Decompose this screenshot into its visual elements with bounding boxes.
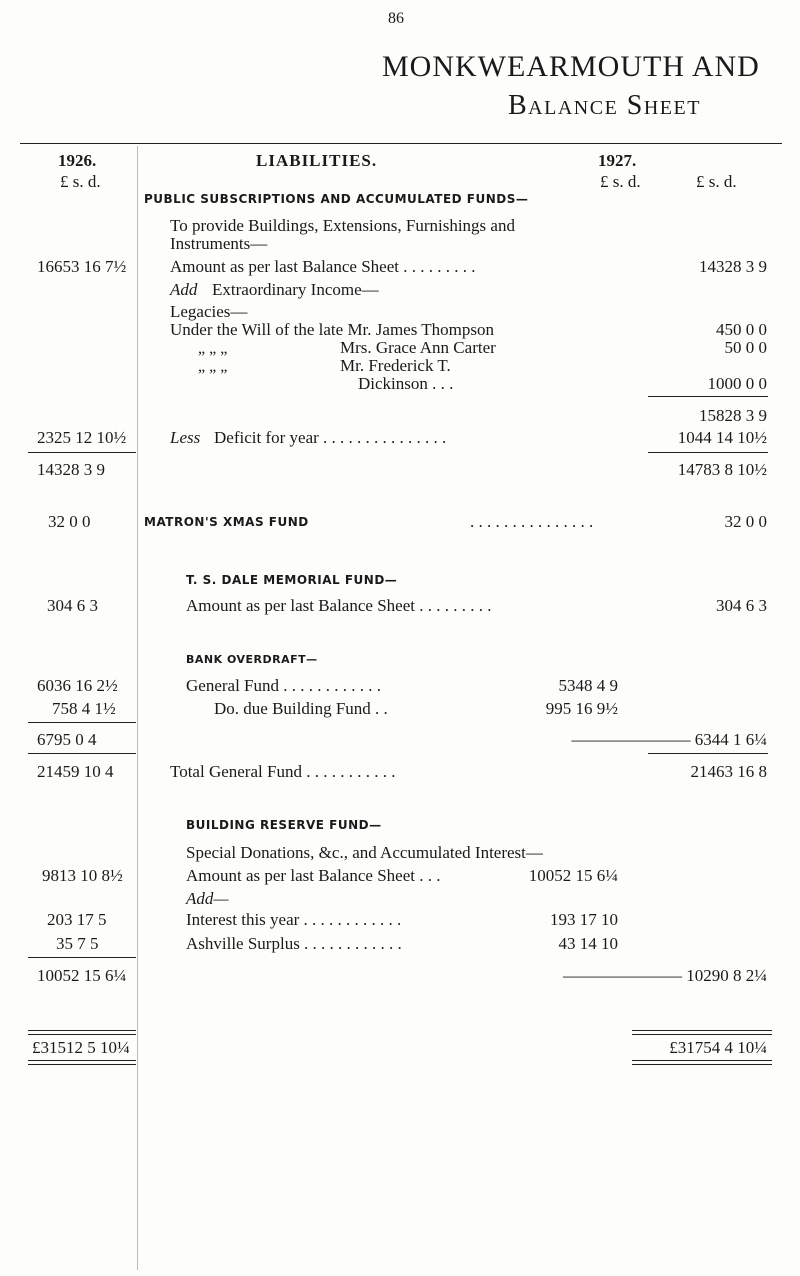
public-left-total-rule	[28, 452, 136, 453]
grand-total-left: £31512 5 10¼	[32, 1038, 130, 1057]
reserve-interest-text: Interest this year . . . . . . . . . . . .	[186, 910, 402, 929]
bank-title: BANK OVERDRAFT—	[186, 653, 318, 666]
building-reserve-title: BUILDING RESERVE FUND—	[186, 818, 382, 832]
lsd-left: £ s. d.	[60, 172, 101, 191]
column-divider	[137, 146, 138, 1270]
grand-left-underline	[28, 1060, 136, 1065]
legacies-label: Legacies—	[170, 302, 248, 321]
public-total-right: 14783 8 10½	[677, 460, 767, 479]
last-balance-text: Amount as per last Balance Sheet . . . . . . . . .	[170, 257, 476, 276]
matron-title: MATRON'S XMAS FUND	[144, 515, 309, 529]
subtotal-amount: 15828 3 9	[699, 406, 767, 425]
will-2-text: Mrs. Grace Ann Carter	[340, 338, 496, 357]
ditto-marks-1: „ „ „	[198, 340, 228, 357]
reserve-left-rule	[28, 957, 136, 958]
reserve-total-right: ——————— 10290 8 2¼	[563, 966, 767, 985]
deficit-left: 2325 12 10½	[37, 428, 127, 447]
bank-left-rule	[28, 722, 136, 723]
add-label: Add	[170, 280, 198, 299]
bank-general-amount: 5348 4 9	[558, 676, 618, 695]
deficit-less-label: Less	[170, 428, 201, 447]
reserve-ashville-left: 35 7 5	[56, 934, 99, 953]
bank-building-amount: 995 16 9½	[545, 699, 618, 718]
lsd-right: £ s. d.	[696, 172, 737, 191]
bank-total-left: 6795 0 4	[37, 730, 97, 749]
will-3-text-a: Mr. Frederick T.	[340, 356, 451, 375]
matron-left: 32 0 0	[48, 512, 91, 531]
reserve-interest-amount: 193 17 10	[550, 910, 618, 929]
deficit-amount: 1044 14 10½	[677, 428, 767, 447]
dale-left: 304 6 3	[47, 596, 98, 615]
page-number: 86	[388, 10, 404, 27]
dale-right: 304 6 3	[716, 596, 767, 615]
reserve-ashville-text: Ashville Surplus . . . . . . . . . . . .	[186, 934, 402, 953]
general-text: Total General Fund . . . . . . . . . . .	[170, 762, 396, 781]
reserve-add-label: Add—	[186, 889, 229, 908]
reserve-total-left: 10052 15 6¼	[37, 966, 127, 985]
bank-general-text: General Fund . . . . . . . . . . . .	[186, 676, 382, 695]
reserve-last-amount: 10052 15 6¼	[528, 866, 618, 885]
prev-balance-left: 16653 16 7½	[37, 257, 127, 276]
building-reserve-donations: Special Donations, &c., and Accumulated Interest—	[186, 843, 543, 862]
grand-left-rule	[28, 1030, 136, 1035]
grand-total-right: £31754 4 10¼	[669, 1038, 767, 1057]
provide-line2: Instruments—	[170, 234, 268, 253]
grand-right-rule	[632, 1030, 772, 1035]
add-text: Extraordinary Income—	[212, 280, 379, 299]
heading-line1: MONKWEARMOUTH AND	[382, 50, 760, 83]
year-left: 1926.	[58, 151, 97, 170]
lsd-mid: £ s. d.	[600, 172, 641, 191]
last-balance-amount: 14328 3 9	[699, 257, 767, 276]
heading-line2: Balance Sheet	[508, 90, 701, 121]
provide-line1: To provide Buildings, Extensions, Furnishings and	[170, 216, 515, 235]
bank-general-left: 6036 16 2½	[37, 676, 118, 695]
reserve-interest-left: 203 17 5	[47, 910, 107, 929]
reserve-ashville-amount: 43 14 10	[558, 934, 618, 953]
will-2-amount: 50 0 0	[724, 338, 767, 357]
dale-title: T. S. DALE MEMORIAL FUND—	[186, 573, 398, 587]
will-3-amount: 1000 0 0	[707, 374, 767, 393]
will-1-amount: 450 0 0	[716, 320, 767, 339]
general-left: 21459 10 4	[37, 762, 114, 781]
bank-total-right: ——————— 6344 1 6¼	[571, 730, 767, 749]
will-3-text-b: Dickinson . . .	[358, 374, 454, 393]
will-1-text: Under the Will of the late Mr. James Thompson	[170, 320, 494, 339]
general-right-rule	[648, 753, 768, 754]
bank-building-left: 758 4 1½	[52, 699, 116, 718]
subtotal-rule	[648, 396, 768, 397]
deficit-text: Deficit for year . . . . . . . . . . . . . . .	[214, 428, 447, 447]
liabilities-heading: LIABILITIES.	[256, 151, 378, 170]
matron-right: 32 0 0	[724, 512, 767, 531]
reserve-last-left: 9813 10 8½	[42, 866, 123, 885]
reserve-last-text: Amount as per last Balance Sheet . . .	[186, 866, 441, 885]
public-right-total-rule	[648, 452, 768, 453]
matron-dots: . . . . . . . . . . . . . . .	[470, 512, 594, 531]
bank-building-text: Do. due Building Fund . .	[214, 699, 388, 718]
public-title: PUBLIC SUBSCRIPTIONS AND ACCUMULATED FUNDS—	[144, 192, 529, 206]
ditto-marks-2: „ „ „	[198, 358, 228, 375]
general-right: 21463 16 8	[690, 762, 767, 781]
grand-right-underline	[632, 1060, 772, 1065]
dale-text: Amount as per last Balance Sheet . . . . . . . . .	[186, 596, 492, 615]
public-total-left: 14328 3 9	[37, 460, 105, 479]
top-rule	[20, 143, 782, 144]
year-right: 1927.	[598, 151, 637, 170]
general-left-rule	[28, 753, 136, 754]
